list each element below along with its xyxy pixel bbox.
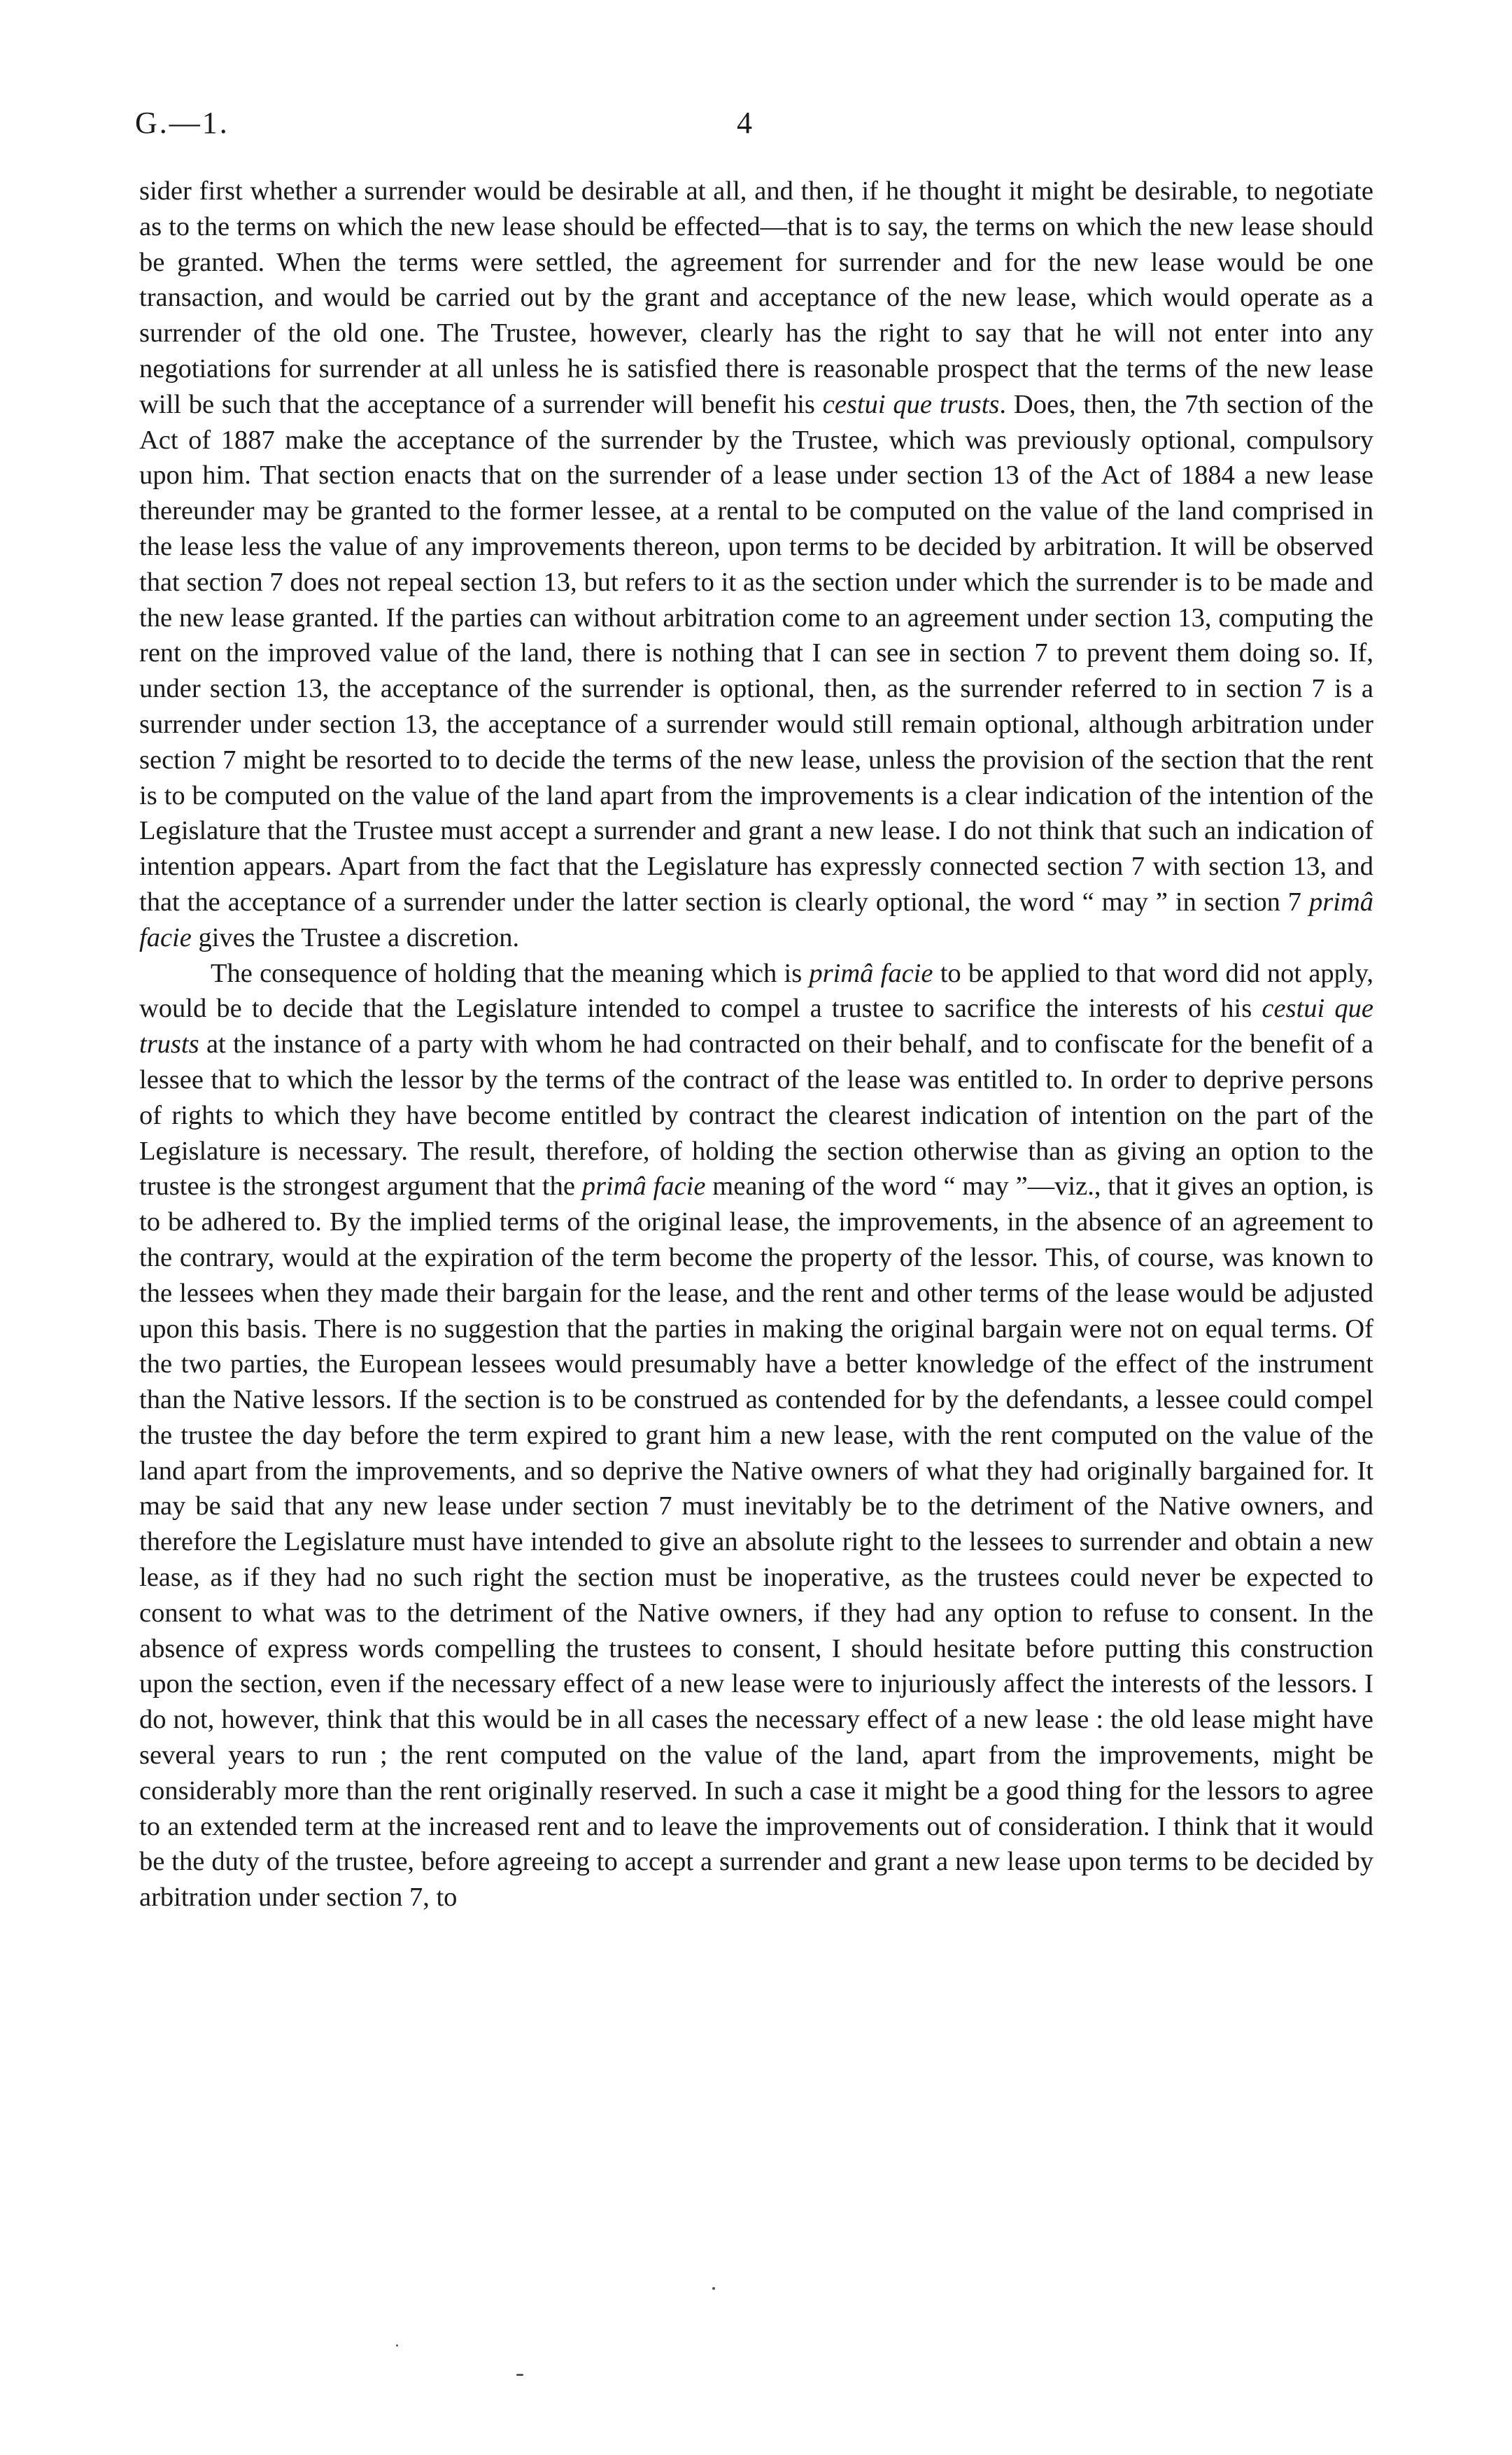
body-text [139, 174, 1373, 1915]
paragraph-2 [139, 956, 1373, 1916]
speck-mark [712, 2287, 715, 2290]
paragraph-2-text-2: to be applied to that word did not apply, would be to decide that the Legislature intended to compel a trustee to sacrifice the interests of his [139, 958, 1373, 1024]
document-reference: G.—1. [135, 106, 229, 140]
paragraph-2-text-1: The consequence of holding that the meaning which is [211, 958, 810, 988]
paragraph-2-italic-3: primâ facie [581, 1172, 706, 1202]
speck-mark [396, 2344, 398, 2347]
paragraph-2-italic-1: primâ facie [809, 958, 933, 988]
paragraph-1-italic-1: cestui que trusts [822, 389, 1000, 419]
speck-mark [516, 2374, 523, 2376]
paragraph-2-text-4: meaning of the word “ may ”—viz., that it gives an option, is to be adhered to. By the implied terms of the original lease, the improvements, in the absence of an agreement to the contrary, would at the expiration of the term become the property of the lessor. This, of course, was known to the lessees when they made their bargain for the lease, and the rent and other terms of the lease would be adjusted upon this basis. There is no suggestion that the parties in making the original bargain were not on equal terms. Of the two parties, the European lessees would presumably have a better knowledge of the effect of the instrument than the Native lessors. If the section is to be construed as contended for by the defendants, a lessee could compel the trustee the day before the term expired to grant him a new lease, with the rent computed on the value of the land apart from the improvements, and so deprive the Native owners of what they had originally bargained for. It may be said that any new lease under section 7 must inevitably be to the detriment of the Native owners, and therefore the Legislature must have intended to give an absolute right to the lessees to surrender and obtain a new lease, as if they had no such right the section must be inoperative, as the trustees could never be expected to consent to what was to the detriment of the Native owners, if they had any option to refuse to consent. In the absence of express words compelling the trustees to consent, I should hesitate before putting this construction upon the section, even if the necessary effect of a new lease were to injuriously affect the interests of the lessors. I do not, however, think that this would be in all cases the necessary effect of a new lease : the old lease might have several years to run ; the rent computed on the value of the land, apart from the improvements, might be considerably more than the rent originally reserved. In such a case it might be a good thing for the lessors to agree to an extended term at the increased rent and to leave the improvements out of consideration. I think that it would be the duty of the trustee, before agreeing to accept a surrender and grant a new lease upon terms to be decided by arbitration under section 7, to [139, 1172, 1373, 1913]
paragraph-1-italic-2: primâ facie [139, 887, 1373, 952]
paragraph-2-text-3: at the instance of a party with whom he had contracted on their behalf, and to confiscate for the benefit of a lessee that to which the lessor by the terms of the contract of the lease was entitled to. In order to deprive persons of rights to which they have become entitled by contract the clearest indication of intention on the part of the Legislature is necessary. The result, therefore, of holding the section otherwise than as giving an option to the trustee is the strongest argument that the [139, 1029, 1373, 1202]
page-number: 4 [737, 106, 752, 140]
paragraph-1-text-1: sider first whether a surrender would be desirable at all, and then, if he thought it might be desirable, to negotiate as to the terms on which the new lease should be effected—that is to say, the terms on which the new lease should be granted. When the terms were settled, the agreement for surrender and for the new lease would be one transaction, and would be carried out by the grant and acceptance of the new lease, which would operate as a surrender of the old one. The Trustee, however, clearly has the right to say that he will not enter into any negotiations for surrender at all unless he is satisfied there is reasonable prospect that the terms of the new lease will be such that the acceptance of a surrender will benefit his [139, 176, 1373, 419]
paragraph-1 [139, 174, 1373, 956]
paragraph-1-text-3: gives the Trustee a discretion. [191, 922, 520, 952]
paragraph-1-text-2: . Does, then, the 7th section of the Act of 1887 make the acceptance of the surrender by the Trustee, which was previously optional, compulsory upon him. That section enacts that on the surrender of a lease under section 13 of the Act of 1884 a new lease thereunder may be granted to the former lessee, at a rental to be computed on the value of the land comprised in the lease less the value of any improvements thereon, upon terms to be decided by arbitration. It will be observed that section 7 does not repeal section 13, but refers to it as the section under which the surrender is to be made and the new lease granted. If the parties can without arbitration come to an agreement under section 13, computing the rent on the improved value of the land, there is nothing that I can see in section 7 to prevent them doing so. If, under section 13, the acceptance of the surrender is optional, then, as the surrender referred to in section 7 is a surrender under section 13, the acceptance of a surrender would still remain optional, although arbitration under section 7 might be resorted to to decide the terms of the new lease, unless the provision of the section that the rent is to be computed on the value of the land apart from the improvements is a clear indication of the intention of the Legislature that the Trustee must accept a surrender and grant a new lease. I do not think that such an indication of intention appears. Apart from the fact that the Legislature has expressly connected section 7 with section 13, and that the acceptance of a surrender under the latter section is clearly optional, the word “ may ” in section 7 [139, 389, 1373, 917]
page-header [135, 105, 1377, 147]
paragraph-2-italic-2: cestui que trusts [139, 994, 1373, 1060]
